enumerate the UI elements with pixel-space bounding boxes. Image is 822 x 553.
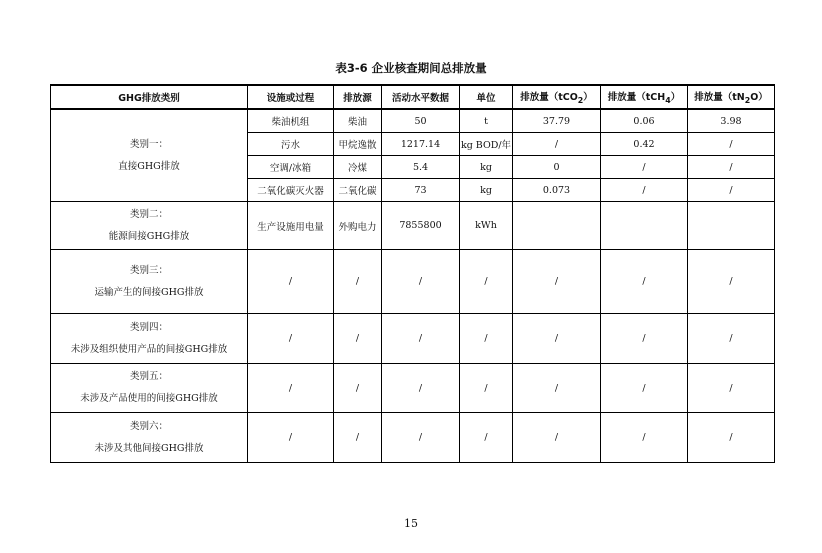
header-row [51,85,775,109]
unit-cell: / [460,314,513,364]
co2-cell: 0.073 [513,179,601,202]
unit-cell: kg [460,156,513,179]
facility-cell: / [248,314,334,364]
table-row [51,109,775,133]
co2-cell [513,202,601,250]
n2o-cell: / [688,179,775,202]
n2o-cell: / [688,133,775,156]
n2o-cell: / [688,156,775,179]
facility-cell: 生产设施用电量 [248,202,334,250]
ch4-cell: / [601,250,688,314]
table-row [51,413,775,463]
unit-cell: / [460,364,513,413]
header-ch4: 排放量（tCH$_4$） [601,85,688,109]
page-number: 15 [404,517,418,530]
header-activity: 活动水平数据 [382,85,460,109]
co2-cell: 37.79 [513,109,601,133]
category-cell-5: 类别五： 未涉及产品使用的间接GHG排放 [51,364,248,413]
header-source: 排放源 [334,85,382,109]
source-cell: 二氧化碳 [334,179,382,202]
source-cell: / [334,364,382,413]
unit-cell: / [460,413,513,463]
ch4-cell [601,202,688,250]
n2o-cell: / [688,250,775,314]
co2-cell: / [513,364,601,413]
activity-cell: / [382,364,460,413]
ch4-cell: / [601,179,688,202]
table-row [51,250,775,314]
n2o-cell: / [688,364,775,413]
activity-cell: 50 [382,109,460,133]
n2o-cell: 3.98 [688,109,775,133]
emissions-table [50,84,775,463]
activity-cell: / [382,314,460,364]
co2-cell: / [513,314,601,364]
facility-cell: 空调/冰箱 [248,156,334,179]
co2-cell: / [513,250,601,314]
header-category: GHG排放类别 [51,85,248,109]
source-cell: 甲烷逸散 [334,133,382,156]
facility-cell: / [248,413,334,463]
n2o-cell [688,202,775,250]
ch4-cell: / [601,156,688,179]
table-row [51,364,775,413]
category-cell-6: 类别六： 未涉及其他间接GHG排放 [51,413,248,463]
source-cell: / [334,250,382,314]
header-n2o: 排放量$(tN_2O)$ [688,85,775,109]
activity-cell: 7855800 [382,202,460,250]
ch4-cell: 0.06 [601,109,688,133]
source-cell: / [334,314,382,364]
facility-cell: / [248,250,334,314]
header-facility: 设施或过程 [248,85,334,109]
activity-cell: / [382,250,460,314]
ch4-cell: / [601,314,688,364]
activity-cell: 5.4 [382,156,460,179]
facility-cell: 污水 [248,133,334,156]
unit-cell: kWh [460,202,513,250]
unit-cell: kg BOD/年 [460,133,513,156]
category-cell-2: 类别二： 能源间接GHG排放 [51,202,248,250]
ch4-cell: 0.42 [601,133,688,156]
ch4-cell: / [601,413,688,463]
facility-cell: 柴油机组 [248,109,334,133]
unit-cell: kg [460,179,513,202]
source-cell: 外购电力 [334,202,382,250]
source-cell: / [334,413,382,463]
header-co2: 排放量（tCO$_2$） [513,85,601,109]
activity-cell: / [382,413,460,463]
co2-cell: 0 [513,156,601,179]
facility-cell: 二氧化碳灭火器 [248,179,334,202]
header-unit: 单位 [460,85,513,109]
facility-cell: / [248,364,334,413]
co2-cell: / [513,133,601,156]
ch4-cell: / [601,364,688,413]
unit-cell: / [460,250,513,314]
category-cell-3: 类别三： 运输产生的间接GHG排放 [51,250,248,314]
category-cell-1: 类别一： 直接GHG排放 [51,109,248,202]
table-row [51,202,775,250]
n2o-cell: / [688,413,775,463]
source-cell: 柴油 [334,109,382,133]
table-row [51,314,775,364]
unit-cell: t [460,109,513,133]
source-cell: 冷煤 [334,156,382,179]
activity-cell: 1217.14 [382,133,460,156]
table-title: 表3-6 企业核查期间总排放量 [335,61,487,75]
co2-cell: / [513,413,601,463]
n2o-cell: / [688,314,775,364]
category-cell-4: 类别四： 未涉及组织使用产品的间接GHG排放 [51,314,248,364]
activity-cell: 73 [382,179,460,202]
